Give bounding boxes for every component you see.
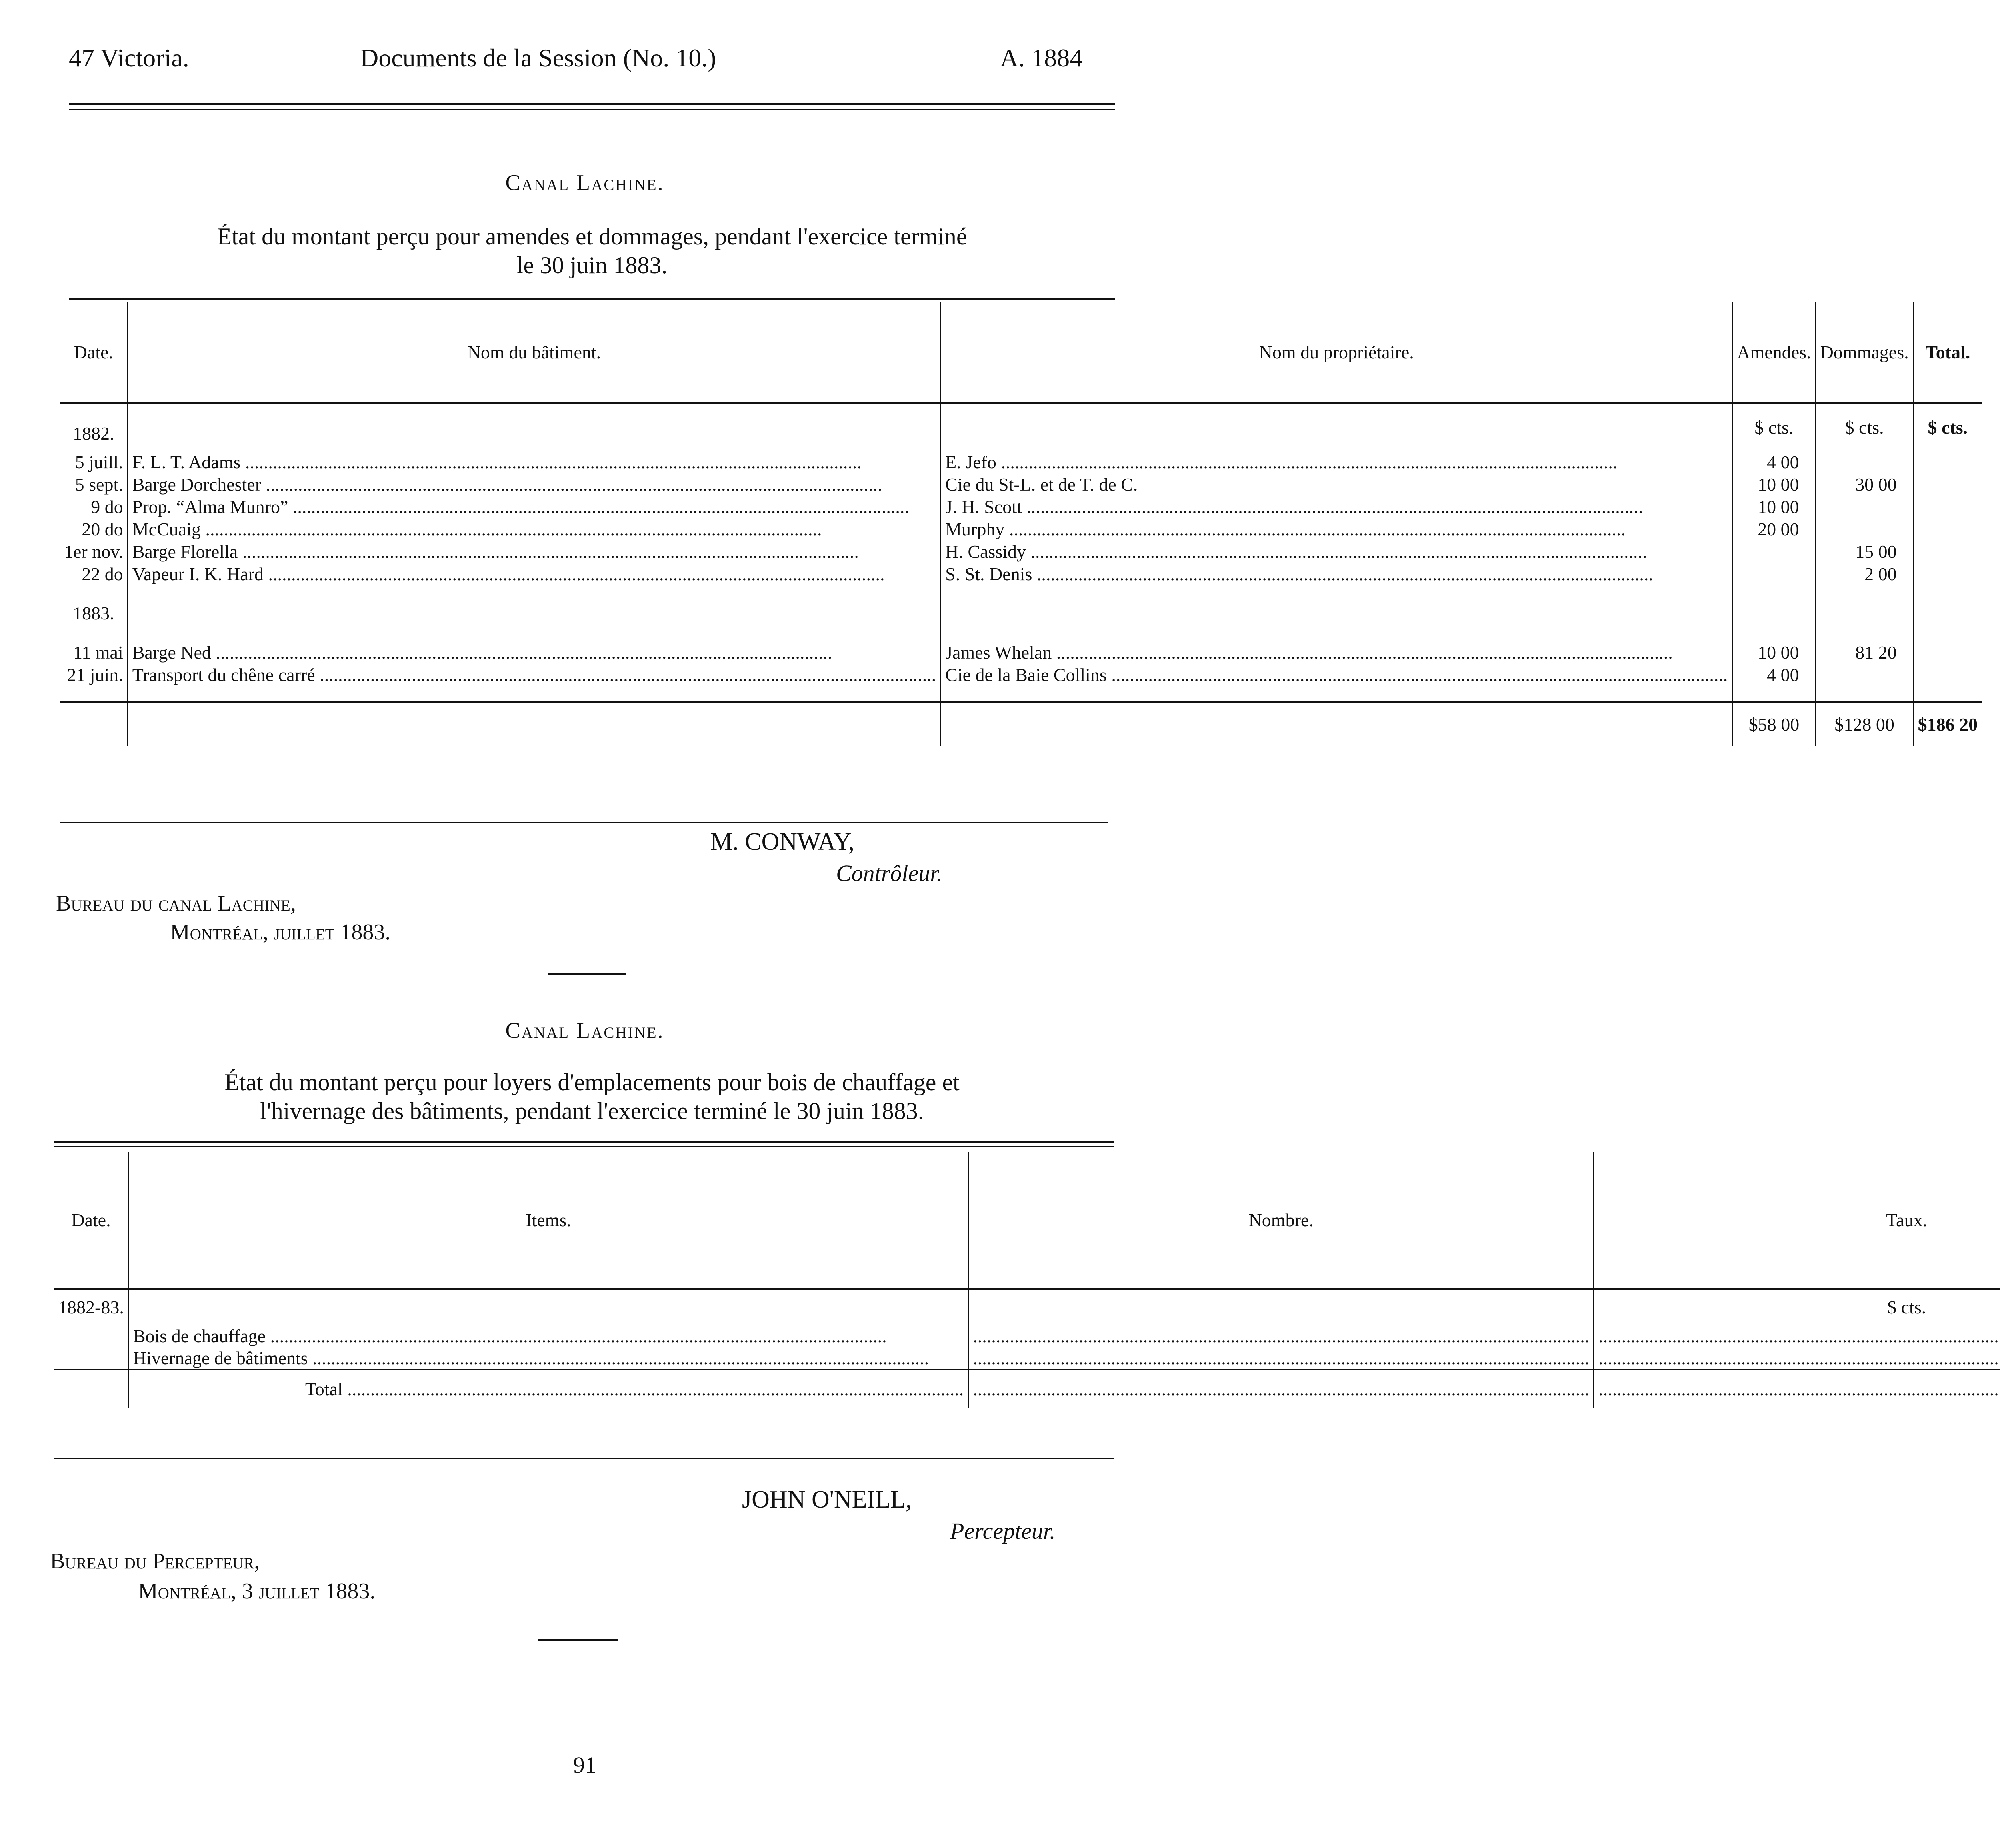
- year-row-1883: [60, 585, 1982, 641]
- table-row: 5 juill. F. L. T. Adams ..... E. Jefo ..... 4 00: [60, 451, 1982, 473]
- table-row: 5 sept. Barge Dorchester ..... Cie du St-L. et de T. de C. 10 00 30 00: [60, 473, 1982, 496]
- office-line2-canal: Montréal, juillet 1883.: [170, 920, 391, 945]
- col-total: Total.: [1913, 302, 1982, 403]
- rentals-date: 1882-83.: [58, 1297, 124, 1318]
- table-row: 9 do Prop. “Alma Munro” ..... J. H. Scott ..... 10 00: [60, 496, 1982, 518]
- table1-bottom-rule: [60, 822, 1108, 823]
- col-date: Date.: [74, 342, 114, 362]
- section1-description-line1: État du montant perçu pour amendes et dommages, pendant l'exercice terminé: [217, 223, 967, 250]
- running-head-center: Documents de la Session (No. 10.): [360, 44, 716, 72]
- table2-top-rule-thin: [54, 1146, 1114, 1147]
- table-row: 1er nov. Barge Florella ..... H. Cassidy ..... 15 00: [60, 541, 1982, 563]
- col-vessel: Nom du bâtiment.: [128, 302, 940, 403]
- col-dommages: Dommages.: [1816, 302, 1913, 403]
- rentals-total-label: Total .....: [128, 1370, 968, 1408]
- col-nombre: Nombre.: [968, 1152, 1594, 1289]
- rentals-date-row: [54, 1289, 2000, 1325]
- currency-taux: $ cts.: [1594, 1289, 2000, 1325]
- header-rule-bottom: [69, 109, 1115, 110]
- section2-description-line2: l'hivernage des bâtiments, pendant l'exercice terminé le 30 juin 1883.: [260, 1098, 924, 1124]
- total-dommages: $128 00: [1816, 702, 1913, 746]
- section2-title: Canal Lachine.: [505, 1018, 664, 1043]
- table2-bottom-rule: [54, 1458, 1114, 1459]
- table-row: 21 juin. Transport du chêne carré ..... Cie de la Baie Collins ..... 4 00: [60, 664, 1982, 686]
- page-number: 91: [573, 1752, 596, 1778]
- col-date-2: Date.: [71, 1209, 111, 1230]
- fines-table: [60, 302, 1982, 746]
- rentals-table: [54, 1152, 2000, 1408]
- table1-top-rule: [69, 298, 1115, 300]
- section2-description: [69, 1068, 1115, 1125]
- year-1883: 1883.: [73, 603, 114, 623]
- signature-name-oneill: JOHN O'NEILL,: [742, 1486, 912, 1513]
- table-row: 22 do Vapeur I. K. Hard ..... S. St. Denis ..... 2 00: [60, 563, 1982, 585]
- section1-description: [69, 222, 1115, 280]
- rentals-header-row: [54, 1152, 2000, 1289]
- col-taux: Taux.: [1594, 1152, 2000, 1289]
- col-owner: Nom du propriétaire.: [941, 302, 1732, 403]
- signature-title-percepteur: Percepteur.: [950, 1518, 1056, 1544]
- table-row: 20 do McCuaig ..... Murphy ..... 20 00: [60, 518, 1982, 541]
- office-line2-percepteur: Montréal, 3 juillet 1883.: [138, 1579, 376, 1604]
- signature-name-conway: M. CONWAY,: [710, 828, 855, 855]
- section-divider-2: [538, 1639, 618, 1641]
- currency-total: $ cts.: [1913, 403, 1982, 451]
- section1-title: Canal Lachine.: [505, 170, 664, 195]
- section1-description-line2: le 30 juin 1883.: [516, 252, 668, 278]
- table-row: 11 mai Barge Ned ..... James Whelan ..... 10 00 81 20: [60, 641, 1982, 664]
- table-row: Hivernage de bâtiments ..... ..... .....: [54, 1347, 2000, 1370]
- office-line1-canal: Bureau du canal Lachine,: [56, 891, 296, 916]
- running-head-left: 47 Victoria.: [69, 44, 189, 72]
- year-1882: 1882.: [73, 423, 114, 444]
- total-grand: $186 20: [1913, 702, 1982, 746]
- col-items: Items.: [128, 1152, 968, 1289]
- total-amendes: $58 00: [1732, 702, 1816, 746]
- rentals-total-row: [54, 1370, 2000, 1408]
- signature-title-controleur: Contrôleur.: [836, 860, 942, 886]
- currency-amendes: $ cts.: [1732, 403, 1816, 451]
- table-row: Bois de chauffage ..... ..... .....: [54, 1325, 2000, 1347]
- running-head-right: A. 1884: [1000, 44, 1083, 72]
- currency-dommages: $ cts.: [1816, 403, 1913, 451]
- table2-top-rule: [54, 1141, 1114, 1143]
- section-divider: [548, 973, 626, 975]
- fines-header-row: [60, 302, 1982, 403]
- section2-description-line1: État du montant perçu pour loyers d'emplacements pour bois de chauffage et: [224, 1069, 960, 1095]
- col-amendes: Amendes.: [1732, 302, 1816, 403]
- fines-totals-row: [60, 702, 1982, 746]
- office-line1-percepteur: Bureau du Percepteur,: [50, 1549, 260, 1574]
- year-row-1882: [60, 403, 1982, 451]
- header-rule-top: [69, 103, 1115, 105]
